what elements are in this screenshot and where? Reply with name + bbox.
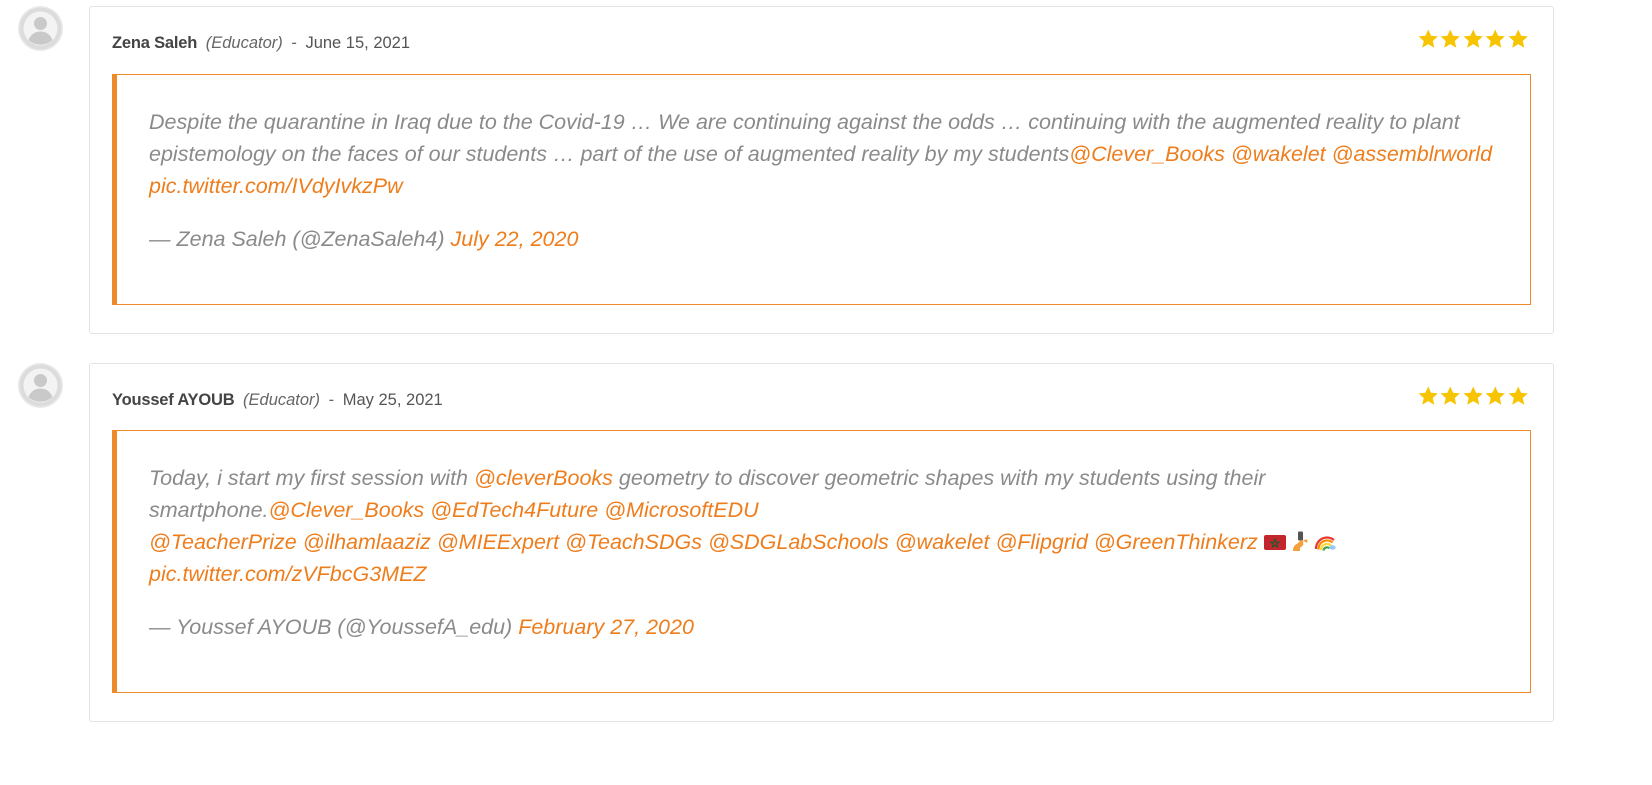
tweet-pic-link[interactable]: pic.twitter.com/zVFbcG3MEZ <box>149 562 427 586</box>
review-card <box>89 363 1554 722</box>
review-date: June 15, 2021 <box>305 34 411 52</box>
mention-link[interactable]: @wakelet <box>894 530 990 554</box>
star-icon <box>1417 385 1440 407</box>
mention-link[interactable]: @GreenThinkerz <box>1093 530 1258 554</box>
tweet-pic-link[interactable]: pic.twitter.com/IVdyIvkzPw <box>149 174 403 198</box>
review-role: (Educator) <box>205 34 283 52</box>
rainbow-icon <box>1314 530 1336 552</box>
meta-separator: - <box>291 34 297 52</box>
attribution-text: — Youssef AYOUB (@YoussefA_edu) <box>149 615 513 639</box>
review-author: Youssef AYOUB <box>112 391 235 409</box>
star-icon <box>1507 385 1530 407</box>
star-rating <box>1417 385 1530 407</box>
mention-link[interactable]: @EdTech4Future <box>430 498 599 522</box>
mention-link[interactable]: @MicrosoftEDU <box>604 498 759 522</box>
avatar <box>18 6 63 51</box>
mention-link[interactable]: @cleverBooks <box>474 466 613 490</box>
review-role: (Educator) <box>243 391 321 409</box>
review-meta <box>112 33 410 53</box>
tweet-text: epistemology on the faces of our students … part of the use of augmented reality by my students <box>149 142 1070 166</box>
review-card <box>89 6 1554 334</box>
user-avatar-icon <box>18 6 63 51</box>
mention-link[interactable]: @TeacherPrize <box>149 530 297 554</box>
attribution-text: — Zena Saleh (@ZenaSaleh4) <box>149 227 445 251</box>
mention-link[interactable]: @assemblrworld <box>1331 142 1493 166</box>
mention-link[interactable]: @ilhamlaaziz <box>302 530 431 554</box>
tweet-attribution <box>149 611 1502 643</box>
mention-link[interactable]: @Clever_Books <box>268 498 425 522</box>
tweet-date-link[interactable]: July 22, 2020 <box>450 227 579 251</box>
star-icon <box>1439 28 1462 50</box>
tweet-date-link[interactable]: February 27, 2020 <box>518 615 694 639</box>
tweet-text: geometry to discover geometric shapes with my students using their <box>618 466 1266 490</box>
meta-separator: - <box>328 391 335 409</box>
star-icon <box>1462 385 1485 407</box>
mention-link[interactable]: @MIEExpert <box>436 530 560 554</box>
mention-link[interactable]: @wakelet <box>1230 142 1326 166</box>
star-icon <box>1484 385 1507 407</box>
tweet-body <box>149 106 1502 202</box>
mention-link[interactable]: @Clever_Books <box>1069 142 1225 166</box>
tweet-quote <box>112 74 1531 305</box>
mention-link[interactable]: @Flipgrid <box>995 530 1088 554</box>
star-rating <box>1417 28 1530 50</box>
tweet-text: Today, i start my first session with <box>149 466 469 490</box>
star-icon <box>1462 28 1485 50</box>
tweet-quote <box>112 430 1531 693</box>
tweet-body <box>149 462 1502 590</box>
star-icon <box>1484 28 1507 50</box>
review-author: Zena Saleh <box>112 34 198 52</box>
tweet-text: Despite the quarantine in Iraq due to the Covid-19 … We are continuing against the odds … continuing with the augmented reality to plant <box>149 110 1460 134</box>
review-date: May 25, 2021 <box>342 391 443 409</box>
mention-link[interactable]: @SDGLabSchools <box>707 530 889 554</box>
avatar <box>18 363 63 408</box>
selfie-icon <box>1289 530 1311 552</box>
user-avatar-icon <box>18 363 63 408</box>
review-meta <box>112 390 443 410</box>
star-icon <box>1507 28 1530 50</box>
star-icon <box>1417 28 1440 50</box>
tweet-text: smartphone. <box>149 498 269 522</box>
tweet-attribution <box>149 223 1502 255</box>
mention-link[interactable]: @TeachSDGs <box>565 530 702 554</box>
star-icon <box>1439 385 1462 407</box>
morocco-flag-icon <box>1264 534 1286 551</box>
